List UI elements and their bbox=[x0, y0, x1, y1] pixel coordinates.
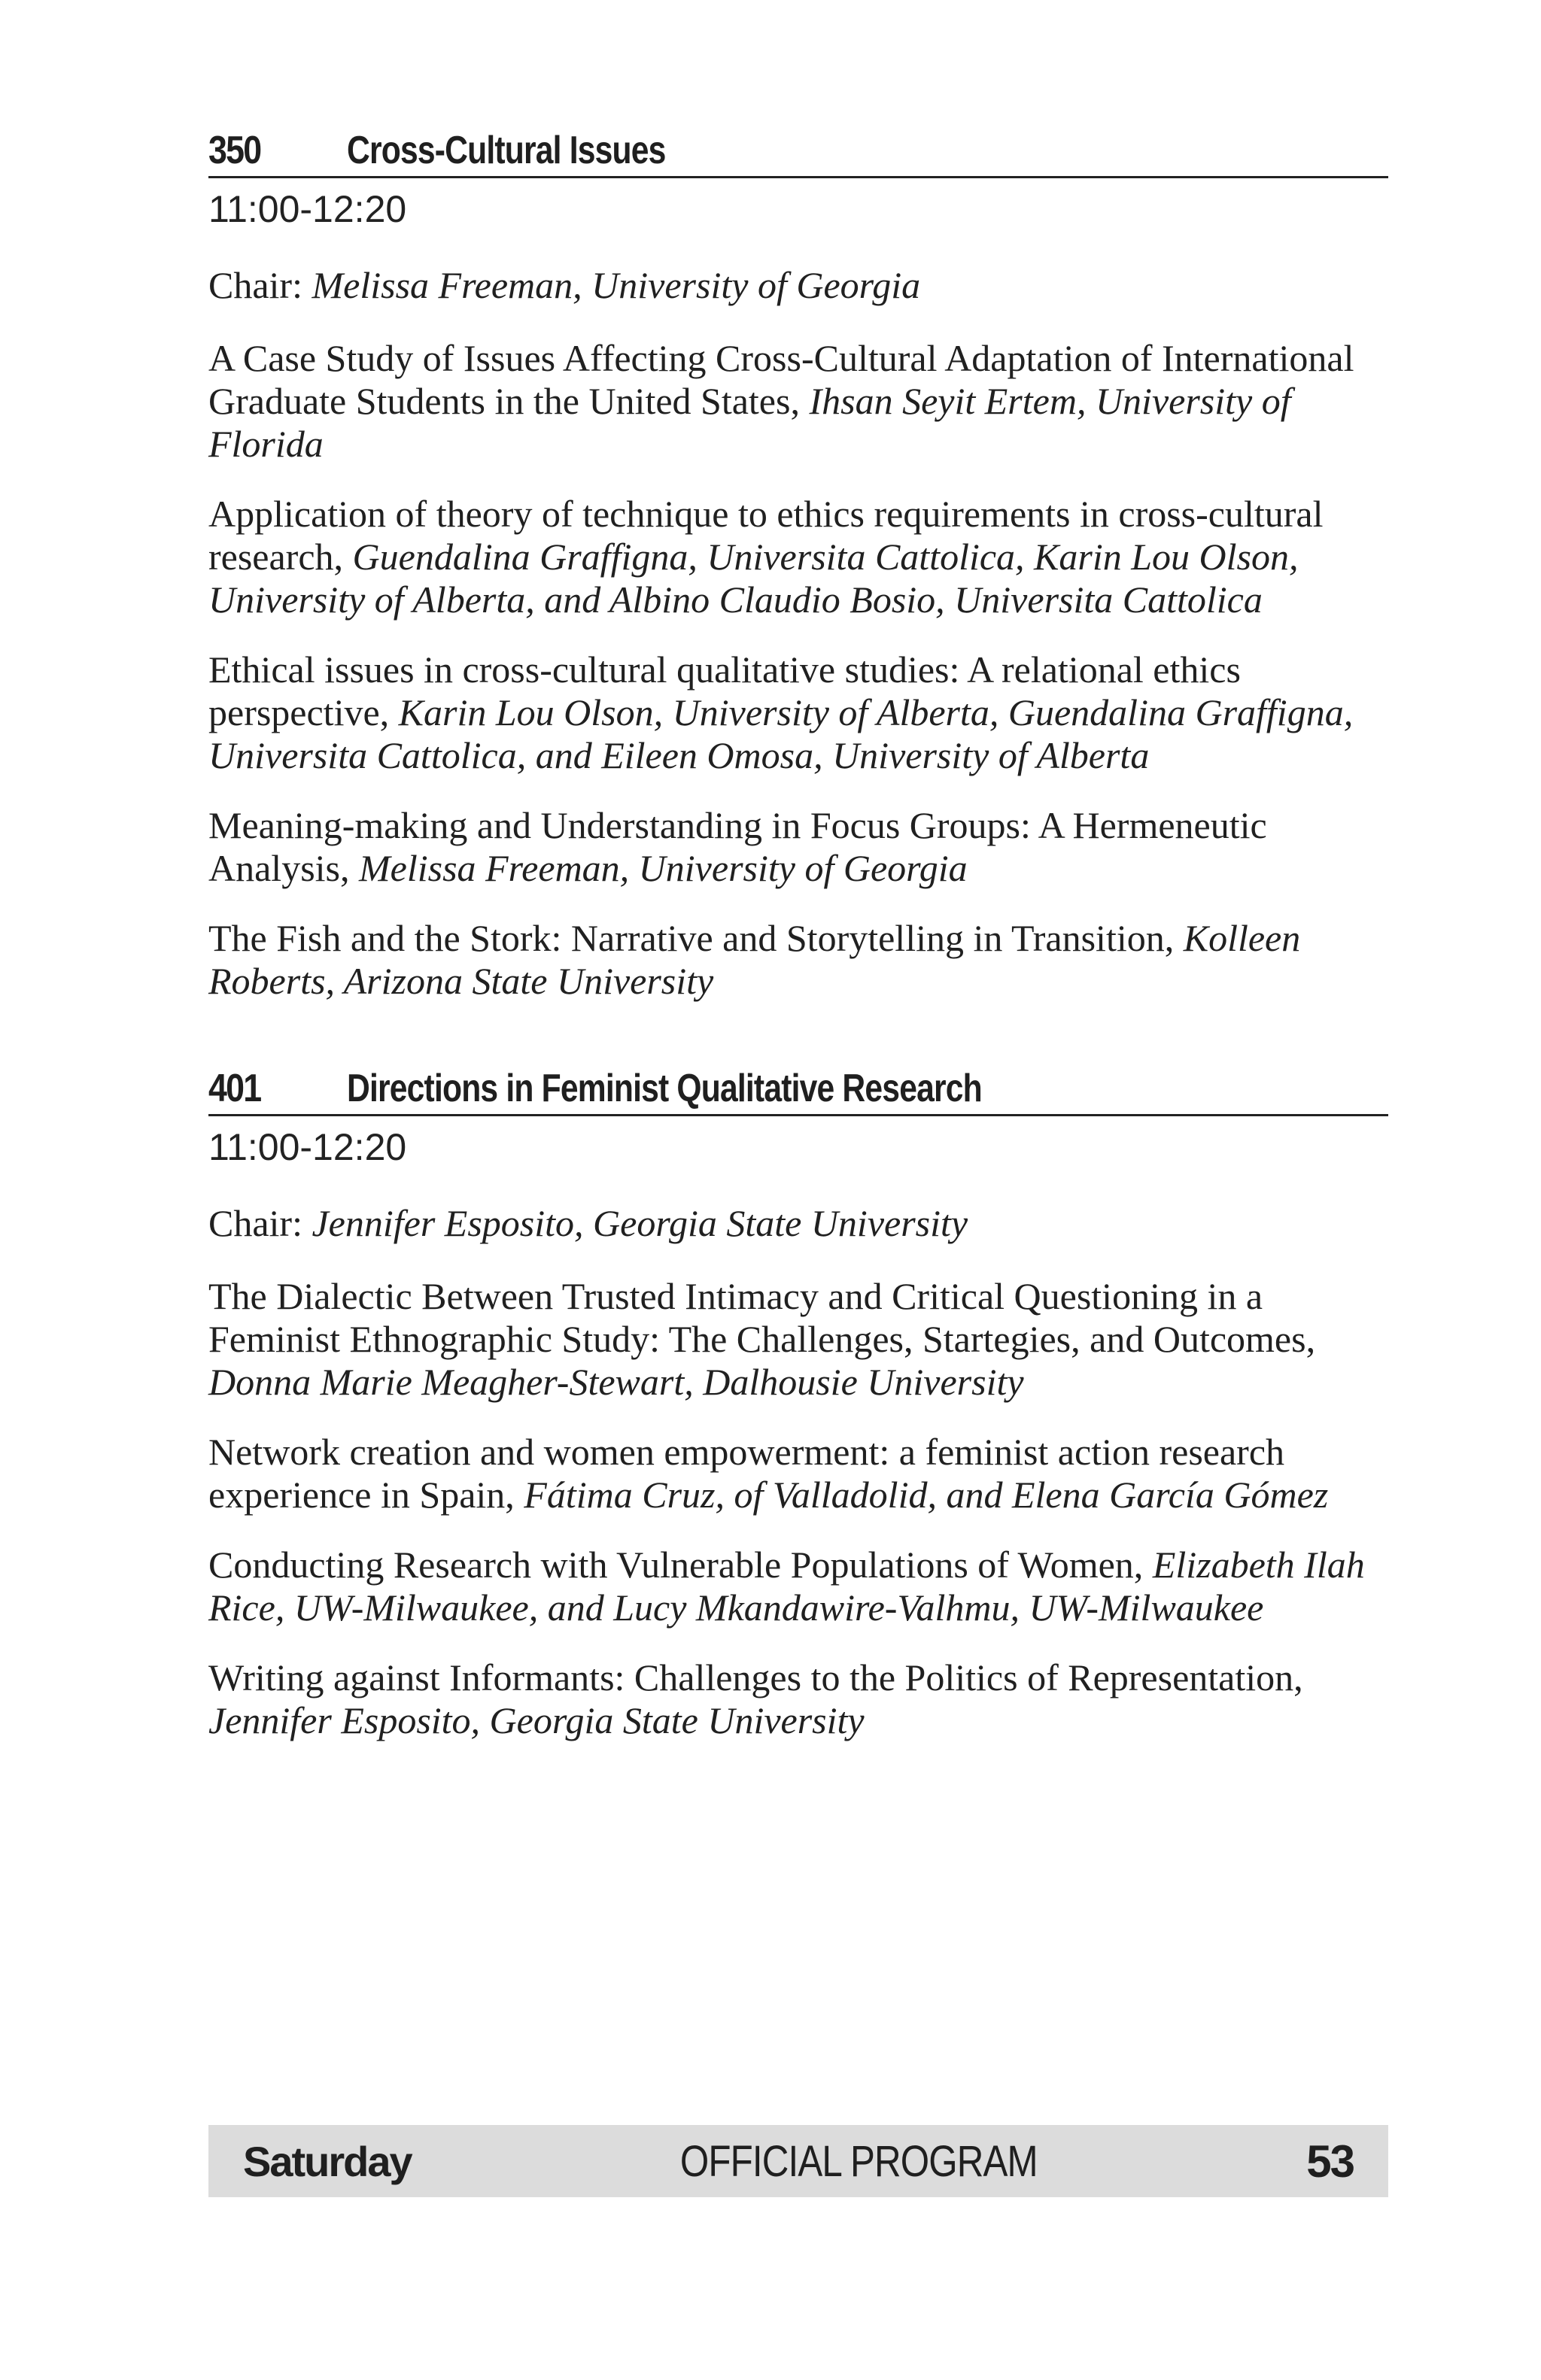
paper-title: Network creation and women empowerment: a feminist action research experience in Spain, bbox=[208, 1431, 1285, 1516]
paper-entry bbox=[208, 648, 1388, 777]
paper-authors: Kolleen Roberts, Arizona State University bbox=[208, 917, 1301, 1002]
paper-title: Application of theory of technique to ethics requirements in cross-cultural research, bbox=[208, 493, 1324, 578]
session-350 bbox=[208, 128, 1388, 1003]
paper-authors: Karin Lou Olson, University of Alberta, Guendalina Graffigna, Universita Cattolica, and Eileen Omosa, University of Alberta bbox=[208, 691, 1354, 776]
session-chair bbox=[208, 1202, 1388, 1245]
paper-title: The Dialectic Between Trusted Intimacy and Critical Questioning in a Feminist Ethnographic Study: The Challenges, Startegies, and Outcomes, bbox=[208, 1275, 1316, 1360]
paper-title: Writing against Informants: Challenges to the Politics of Representation, bbox=[208, 1656, 1303, 1698]
session-header bbox=[208, 128, 1388, 178]
paper-authors: Melissa Freeman, University of Georgia bbox=[359, 847, 968, 889]
paper-entry bbox=[208, 337, 1388, 466]
paper-entry bbox=[208, 493, 1388, 621]
paper-authors: Guendalina Graffigna, Universita Cattolica, Karin Lou Olson, University of Alberta, and Albino Claudio Bosio, Universita Cattolica bbox=[208, 536, 1299, 621]
paper-entry bbox=[208, 1431, 1388, 1516]
session-title: Cross-Cultural Issues bbox=[347, 129, 666, 172]
paper-title: Ethical issues in cross-cultural qualitative studies: A relational ethics perspective, bbox=[208, 648, 1241, 733]
paper-authors: Fátima Cruz, of Valladolid, and Elena García Gómez bbox=[524, 1474, 1329, 1516]
footer-program-title: OFFICIAL PROGRAM bbox=[679, 2136, 1038, 2186]
session-chair bbox=[208, 264, 1388, 307]
session-time: 11:00-12:20 bbox=[208, 188, 407, 230]
paper-entry bbox=[208, 1275, 1388, 1404]
footer-day: Saturday bbox=[243, 2137, 412, 2185]
paper-entry bbox=[208, 1656, 1388, 1742]
paper-title: Meaning-making and Understanding in Focus Groups: A Hermeneutic Analysis, bbox=[208, 804, 1267, 889]
chair-label: Chair: bbox=[208, 1202, 312, 1244]
paper-title: A Case Study of Issues Affecting Cross-Cultural Adaptation of International Graduate Students in the United States, bbox=[208, 337, 1354, 422]
paper-title: The Fish and the Stork: Narrative and Storytelling in Transition, bbox=[208, 917, 1184, 959]
chair-name: Jennifer Esposito, Georgia State University bbox=[312, 1202, 968, 1244]
session-header bbox=[208, 1066, 1388, 1116]
session-401 bbox=[208, 1066, 1388, 1742]
session-number: 401 bbox=[208, 1067, 261, 1110]
paper-title: Conducting Research with Vulnerable Populations of Women, bbox=[208, 1544, 1153, 1586]
paper-entry bbox=[208, 804, 1388, 890]
paper-authors: Donna Marie Meagher-Stewart, Dalhousie University bbox=[208, 1361, 1024, 1403]
program-page bbox=[208, 128, 1388, 1805]
session-time: 11:00-12:20 bbox=[208, 1126, 407, 1168]
chair-label: Chair: bbox=[208, 264, 312, 306]
paper-entry bbox=[208, 1544, 1388, 1629]
session-title: Directions in Feminist Qualitative Research bbox=[347, 1067, 982, 1110]
paper-authors: Ihsan Seyit Ertem, University of Florida bbox=[208, 380, 1291, 465]
page-footer bbox=[208, 2125, 1388, 2197]
chair-name: Melissa Freeman, University of Georgia bbox=[312, 264, 921, 306]
paper-authors: Elizabeth Ilah Rice, UW-Milwaukee, and Lucy Mkandawire-Valhmu, UW-Milwaukee bbox=[208, 1544, 1365, 1629]
paper-entry bbox=[208, 917, 1388, 1003]
session-number: 350 bbox=[208, 129, 261, 172]
page-number: 53 bbox=[1306, 2136, 1354, 2187]
paper-authors: Jennifer Esposito, Georgia State University bbox=[208, 1699, 865, 1741]
